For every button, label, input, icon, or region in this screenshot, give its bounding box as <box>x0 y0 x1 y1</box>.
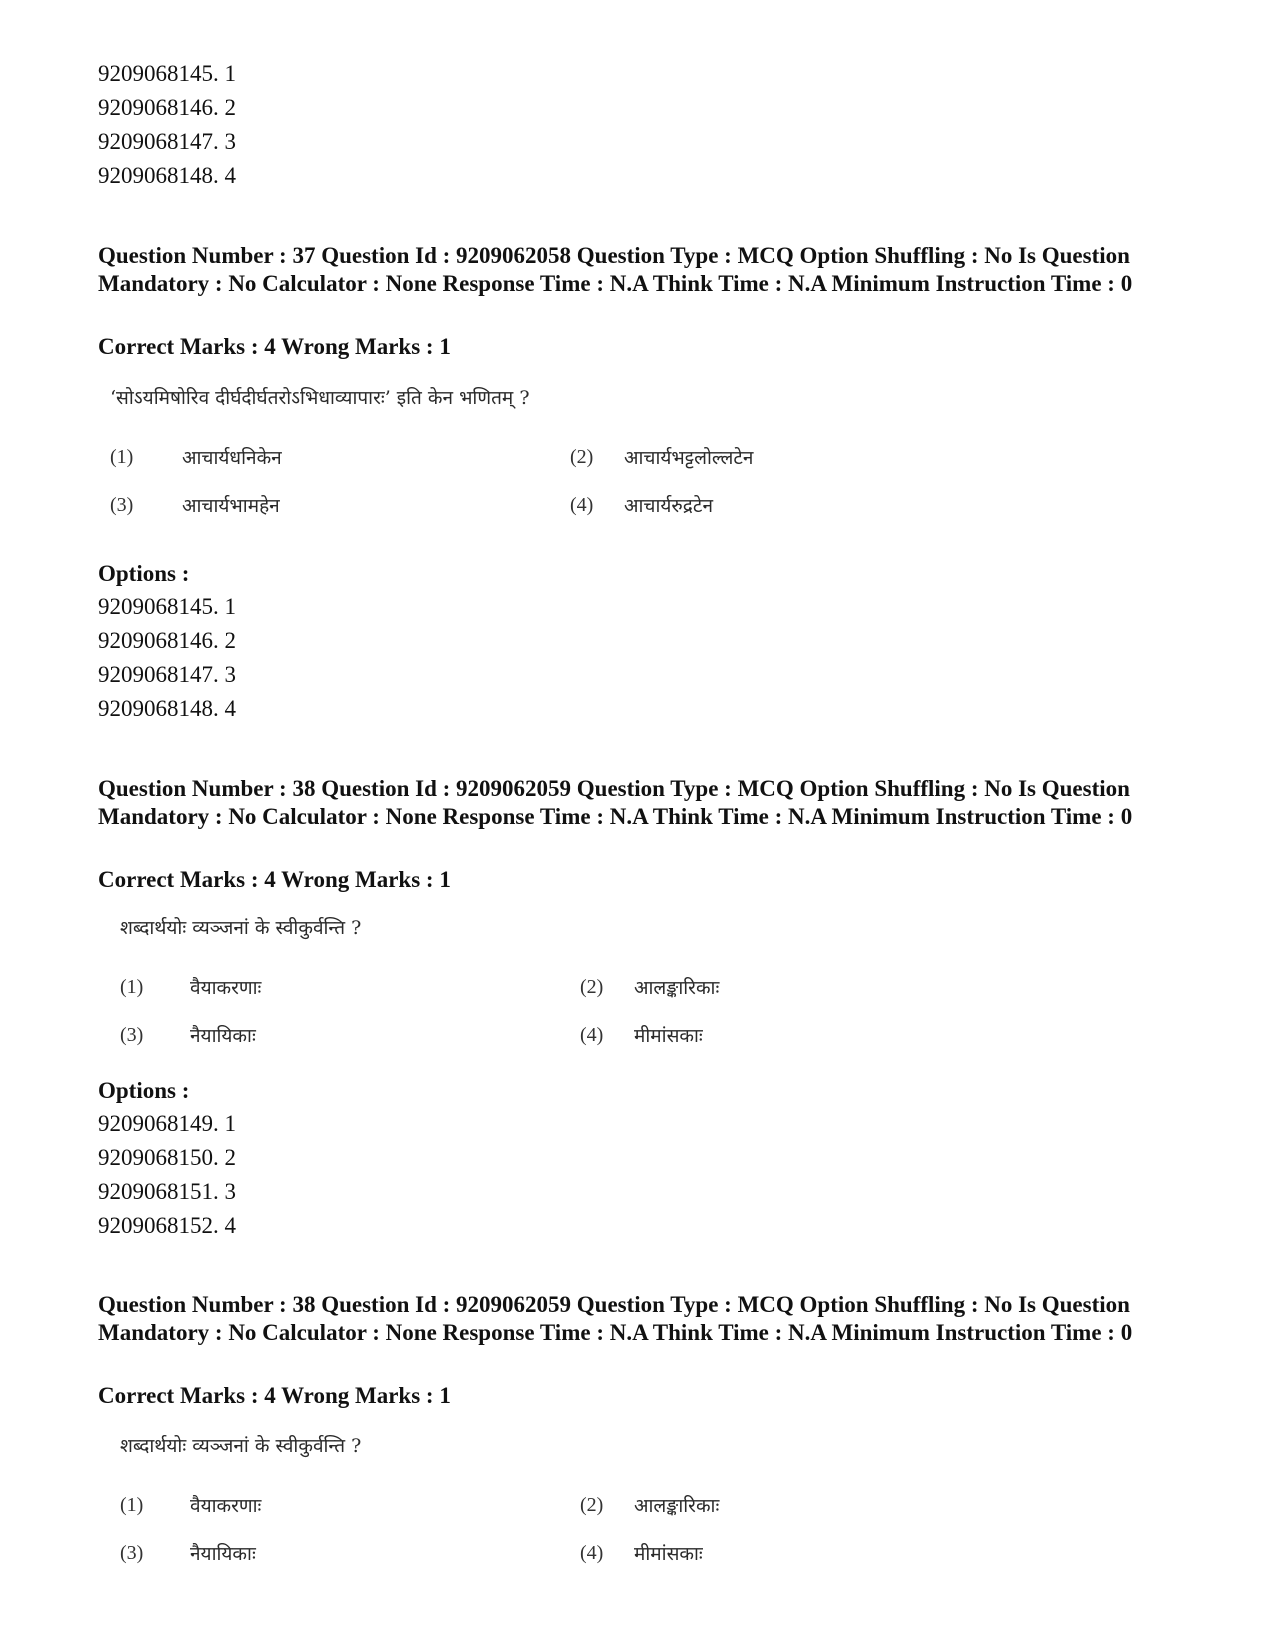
question-marks: Correct Marks : 4 Wrong Marks : 1 <box>98 867 451 892</box>
choice-text: आलङ्कारिकाः <box>634 977 720 999</box>
question-marks: Correct Marks : 4 Wrong Marks : 1 <box>98 1383 451 1408</box>
question-text: ‘सोऽयमिषोरिव दीर्घदीर्घतरोऽभिधाव्यापारः’ इति केन भणितम् ? <box>110 387 530 409</box>
question-text: शब्दार्थयोः व्यञ्जनां के स्वीकुर्वन्ति ? <box>120 1435 362 1457</box>
option-line: 9209068152. 4 <box>98 1213 236 1238</box>
choice-number: (4) <box>570 494 594 516</box>
choice-number: (3) <box>120 1024 144 1046</box>
choice-number: (2) <box>580 976 604 998</box>
option-line: 9209068146. 2 <box>98 628 236 653</box>
option-line: 9209068145. 1 <box>98 61 236 86</box>
question-text: शब्दार्थयोः व्यञ्जनां के स्वीकुर्वन्ति ? <box>120 917 362 939</box>
choice-text: मीमांसकाः <box>634 1543 703 1565</box>
question-header: Question Number : 38 Question Id : 9209062059 Question Type : MCQ Option Shuffling : No Is Question Mandatory : No Calculator : None Response Time : N.A Think Time : N.A Minimum Instruction Time : 0 <box>98 1292 1133 1345</box>
choice-number: (2) <box>570 446 594 468</box>
option-line: 9209068149. 1 <box>98 1111 236 1136</box>
choice-number: (1) <box>120 1494 144 1516</box>
choice-number: (1) <box>110 446 134 468</box>
choice-text: मीमांसकाः <box>634 1025 703 1047</box>
options-label: Options : <box>98 561 190 586</box>
option-line: 9209068145. 1 <box>98 594 236 619</box>
question-header: Question Number : 37 Question Id : 9209062058 Question Type : MCQ Option Shuffling : No Is Question Mandatory : No Calculator : None Response Time : N.A Think Time : N.A Minimum Instruction Time : 0 <box>98 243 1133 296</box>
option-line: 9209068147. 3 <box>98 662 236 687</box>
option-line: 9209068148. 4 <box>98 696 236 721</box>
choice-text: आचार्यभामहेन <box>182 495 280 517</box>
choice-number: (3) <box>110 494 134 516</box>
choice-text: आचार्यधनिकेन <box>182 447 282 469</box>
choice-number: (4) <box>580 1024 604 1046</box>
choice-number: (3) <box>120 1542 144 1564</box>
question-header: Question Number : 38 Question Id : 9209062059 Question Type : MCQ Option Shuffling : No Is Question Mandatory : No Calculator : None Response Time : N.A Think Time : N.A Minimum Instruction Time : 0 <box>98 776 1133 829</box>
choice-text: नैयायिकाः <box>190 1543 256 1565</box>
options-label: Options : <box>98 1078 190 1103</box>
question-marks: Correct Marks : 4 Wrong Marks : 1 <box>98 334 451 359</box>
option-line: 9209068150. 2 <box>98 1145 236 1170</box>
choice-text: वैयाकरणाः <box>190 1495 262 1517</box>
choice-text: आचार्यरुद्रटेन <box>624 495 713 517</box>
choice-text: आचार्यभट्टलोल्लटेन <box>624 447 754 469</box>
option-line: 9209068151. 3 <box>98 1179 236 1204</box>
choice-text: आलङ्कारिकाः <box>634 1495 720 1517</box>
option-line: 9209068146. 2 <box>98 95 236 120</box>
choice-number: (1) <box>120 976 144 998</box>
choice-number: (4) <box>580 1542 604 1564</box>
choice-number: (2) <box>580 1494 604 1516</box>
choice-text: वैयाकरणाः <box>190 977 262 999</box>
choice-text: नैयायिकाः <box>190 1025 256 1047</box>
option-line: 9209068148. 4 <box>98 163 236 188</box>
option-line: 9209068147. 3 <box>98 129 236 154</box>
